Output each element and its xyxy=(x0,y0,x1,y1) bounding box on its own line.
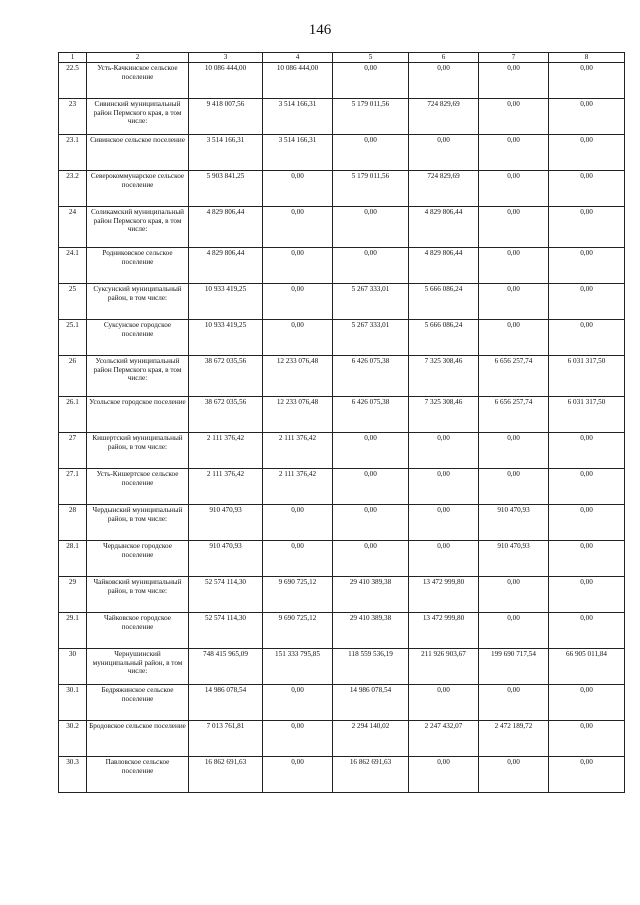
amount-col7: 0,00 xyxy=(479,320,549,356)
amount-col8: 0,00 xyxy=(549,99,625,135)
table-row xyxy=(59,99,625,135)
municipality-name: Соликамский муниципальный район Пермского края, в том числе: xyxy=(87,207,189,248)
amount-col7: 0,00 xyxy=(479,248,549,284)
row-number: 26.1 xyxy=(59,397,87,433)
table-row xyxy=(59,505,625,541)
municipality-name: Усть-Качкинское сельское поселение xyxy=(87,63,189,99)
amount-col7: 0,00 xyxy=(479,99,549,135)
table-row xyxy=(59,207,625,248)
table-row xyxy=(59,541,625,577)
column-header: 2 xyxy=(87,53,189,63)
header-row xyxy=(59,53,625,63)
amount-col3: 910 470,93 xyxy=(189,505,263,541)
table-row xyxy=(59,469,625,505)
amount-col4: 3 514 166,31 xyxy=(263,99,333,135)
amount-col8: 0,00 xyxy=(549,433,625,469)
amount-col5: 0,00 xyxy=(333,135,409,171)
amount-col6: 0,00 xyxy=(409,63,479,99)
table-row xyxy=(59,356,625,397)
amount-col7: 0,00 xyxy=(479,135,549,171)
amount-col8: 0,00 xyxy=(549,577,625,613)
table-row xyxy=(59,721,625,757)
column-header: 1 xyxy=(59,53,87,63)
amount-col7: 0,00 xyxy=(479,284,549,320)
amount-col3: 2 111 376,42 xyxy=(189,469,263,505)
amount-col8: 0,00 xyxy=(549,284,625,320)
column-header: 6 xyxy=(409,53,479,63)
amount-col3: 10 933 419,25 xyxy=(189,284,263,320)
amount-col8: 0,00 xyxy=(549,320,625,356)
amount-col7: 2 472 189,72 xyxy=(479,721,549,757)
amount-col7: 0,00 xyxy=(479,685,549,721)
table-row xyxy=(59,248,625,284)
amount-col7: 6 656 257,74 xyxy=(479,356,549,397)
municipality-name: Суксунский муниципальный район, в том числе: xyxy=(87,284,189,320)
row-number: 26 xyxy=(59,356,87,397)
amount-col4: 2 111 376,42 xyxy=(263,469,333,505)
municipality-name: Усольский муниципальный район Пермского края, в том числе: xyxy=(87,356,189,397)
municipality-name: Северокоммунарское сельское поселение xyxy=(87,171,189,207)
amount-col8: 0,00 xyxy=(549,757,625,793)
column-header: 3 xyxy=(189,53,263,63)
municipality-name: Бедряжинское сельское поселение xyxy=(87,685,189,721)
amount-col8: 6 031 317,50 xyxy=(549,356,625,397)
row-number: 30 xyxy=(59,649,87,685)
amount-col7: 0,00 xyxy=(479,469,549,505)
row-number: 24.1 xyxy=(59,248,87,284)
amount-col8: 0,00 xyxy=(549,505,625,541)
municipality-name: Усть-Кишертское сельское поселение xyxy=(87,469,189,505)
amount-col8: 0,00 xyxy=(549,171,625,207)
row-number: 28.1 xyxy=(59,541,87,577)
amount-col5: 2 294 140,02 xyxy=(333,721,409,757)
amount-col3: 2 111 376,42 xyxy=(189,433,263,469)
amount-col5: 0,00 xyxy=(333,541,409,577)
amount-col4: 0,00 xyxy=(263,721,333,757)
amount-col3: 4 829 806,44 xyxy=(189,248,263,284)
amount-col3: 10 933 419,25 xyxy=(189,320,263,356)
row-number: 28 xyxy=(59,505,87,541)
table-row xyxy=(59,577,625,613)
amount-col8: 0,00 xyxy=(549,207,625,248)
row-number: 30.2 xyxy=(59,721,87,757)
amount-col5: 0,00 xyxy=(333,248,409,284)
amount-col3: 38 672 035,56 xyxy=(189,356,263,397)
amount-col6: 5 666 086,24 xyxy=(409,320,479,356)
amount-col8: 0,00 xyxy=(549,685,625,721)
amount-col5: 14 986 078,54 xyxy=(333,685,409,721)
amount-col8: 0,00 xyxy=(549,613,625,649)
amount-col8: 0,00 xyxy=(549,63,625,99)
row-number: 27 xyxy=(59,433,87,469)
amount-col7: 0,00 xyxy=(479,613,549,649)
budget-table xyxy=(58,52,625,793)
amount-col5: 5 179 011,56 xyxy=(333,171,409,207)
amount-col6: 4 829 806,44 xyxy=(409,207,479,248)
amount-col7: 6 656 257,74 xyxy=(479,397,549,433)
table-row xyxy=(59,757,625,793)
row-number: 22.5 xyxy=(59,63,87,99)
row-number: 25.1 xyxy=(59,320,87,356)
amount-col3: 9 418 007,56 xyxy=(189,99,263,135)
amount-col3: 910 470,93 xyxy=(189,541,263,577)
row-number: 29.1 xyxy=(59,613,87,649)
municipality-name: Павловское сельское поселение xyxy=(87,757,189,793)
amount-col3: 16 862 691,63 xyxy=(189,757,263,793)
municipality-name: Кишертский муниципальный район, в том числе: xyxy=(87,433,189,469)
amount-col6: 0,00 xyxy=(409,685,479,721)
municipality-name: Чернушинский муниципальный район, в том числе: xyxy=(87,649,189,685)
row-number: 23.1 xyxy=(59,135,87,171)
table-row xyxy=(59,397,625,433)
municipality-name: Чайковский муниципальный район, в том числе: xyxy=(87,577,189,613)
table-row xyxy=(59,63,625,99)
amount-col5: 6 426 075,38 xyxy=(333,397,409,433)
table-row xyxy=(59,171,625,207)
amount-col6: 0,00 xyxy=(409,469,479,505)
amount-col4: 9 690 725,12 xyxy=(263,577,333,613)
amount-col4: 2 111 376,42 xyxy=(263,433,333,469)
amount-col5: 16 862 691,63 xyxy=(333,757,409,793)
row-number: 23.2 xyxy=(59,171,87,207)
amount-col5: 0,00 xyxy=(333,207,409,248)
amount-col3: 10 086 444,00 xyxy=(189,63,263,99)
amount-col3: 5 903 841,25 xyxy=(189,171,263,207)
row-number: 24 xyxy=(59,207,87,248)
table-row xyxy=(59,135,625,171)
amount-col3: 3 514 166,31 xyxy=(189,135,263,171)
amount-col3: 38 672 035,56 xyxy=(189,397,263,433)
amount-col7: 910 470,93 xyxy=(479,541,549,577)
amount-col6: 0,00 xyxy=(409,433,479,469)
amount-col6: 13 472 999,80 xyxy=(409,577,479,613)
table-row xyxy=(59,649,625,685)
amount-col6: 0,00 xyxy=(409,505,479,541)
amount-col6: 0,00 xyxy=(409,541,479,577)
amount-col3: 52 574 114,30 xyxy=(189,577,263,613)
row-number: 27.1 xyxy=(59,469,87,505)
page-number: 146 xyxy=(308,22,332,38)
column-header: 5 xyxy=(333,53,409,63)
table-row xyxy=(59,685,625,721)
amount-col5: 5 267 333,01 xyxy=(333,320,409,356)
amount-col7: 0,00 xyxy=(479,207,549,248)
amount-col8: 6 031 317,50 xyxy=(549,397,625,433)
amount-col5: 118 559 536,19 xyxy=(333,649,409,685)
amount-col4: 12 233 076,48 xyxy=(263,397,333,433)
amount-col6: 4 829 806,44 xyxy=(409,248,479,284)
amount-col7: 0,00 xyxy=(479,757,549,793)
amount-col5: 29 410 389,38 xyxy=(333,613,409,649)
municipality-name: Чайковское городское поселение xyxy=(87,613,189,649)
amount-col5: 29 410 389,38 xyxy=(333,577,409,613)
amount-col7: 910 470,93 xyxy=(479,505,549,541)
amount-col4: 0,00 xyxy=(263,171,333,207)
amount-col6: 5 666 086,24 xyxy=(409,284,479,320)
amount-col5: 0,00 xyxy=(333,63,409,99)
amount-col3: 52 574 114,30 xyxy=(189,613,263,649)
amount-col7: 199 690 717,54 xyxy=(479,649,549,685)
municipality-name: Родниковское сельское поселение xyxy=(87,248,189,284)
amount-col4: 3 514 166,31 xyxy=(263,135,333,171)
table-row xyxy=(59,433,625,469)
amount-col5: 0,00 xyxy=(333,433,409,469)
column-header: 7 xyxy=(479,53,549,63)
municipality-name: Усольское городское поселение xyxy=(87,397,189,433)
amount-col6: 13 472 999,80 xyxy=(409,613,479,649)
municipality-name: Чердынское городское поселение xyxy=(87,541,189,577)
table-row xyxy=(59,284,625,320)
amount-col5: 5 267 333,01 xyxy=(333,284,409,320)
amount-col5: 0,00 xyxy=(333,505,409,541)
table-body xyxy=(59,53,625,793)
amount-col4: 12 233 076,48 xyxy=(263,356,333,397)
row-number: 23 xyxy=(59,99,87,135)
amount-col6: 724 829,69 xyxy=(409,99,479,135)
amount-col7: 0,00 xyxy=(479,63,549,99)
row-number: 30.1 xyxy=(59,685,87,721)
amount-col8: 0,00 xyxy=(549,135,625,171)
amount-col8: 66 905 011,84 xyxy=(549,649,625,685)
amount-col6: 2 247 432,07 xyxy=(409,721,479,757)
amount-col6: 7 325 308,46 xyxy=(409,356,479,397)
column-header: 8 xyxy=(549,53,625,63)
table-row xyxy=(59,613,625,649)
amount-col4: 10 086 444,00 xyxy=(263,63,333,99)
amount-col5: 0,00 xyxy=(333,469,409,505)
table-row xyxy=(59,320,625,356)
amount-col4: 9 690 725,12 xyxy=(263,613,333,649)
amount-col6: 211 926 903,67 xyxy=(409,649,479,685)
amount-col4: 0,00 xyxy=(263,757,333,793)
row-number: 29 xyxy=(59,577,87,613)
amount-col4: 0,00 xyxy=(263,207,333,248)
municipality-name: Сивинское сельское поселение xyxy=(87,135,189,171)
amount-col6: 0,00 xyxy=(409,757,479,793)
column-header: 4 xyxy=(263,53,333,63)
amount-col4: 0,00 xyxy=(263,248,333,284)
amount-col4: 0,00 xyxy=(263,505,333,541)
amount-col5: 6 426 075,38 xyxy=(333,356,409,397)
amount-col6: 7 325 308,46 xyxy=(409,397,479,433)
amount-col3: 7 013 761,81 xyxy=(189,721,263,757)
amount-col7: 0,00 xyxy=(479,577,549,613)
amount-col8: 0,00 xyxy=(549,469,625,505)
amount-col4: 151 333 795,85 xyxy=(263,649,333,685)
amount-col6: 0,00 xyxy=(409,135,479,171)
amount-col3: 4 829 806,44 xyxy=(189,207,263,248)
amount-col3: 14 986 078,54 xyxy=(189,685,263,721)
amount-col4: 0,00 xyxy=(263,320,333,356)
row-number: 30.3 xyxy=(59,757,87,793)
amount-col7: 0,00 xyxy=(479,171,549,207)
row-number: 25 xyxy=(59,284,87,320)
amount-col5: 5 179 011,56 xyxy=(333,99,409,135)
amount-col8: 0,00 xyxy=(549,248,625,284)
municipality-name: Бродовское сельское поселение xyxy=(87,721,189,757)
amount-col8: 0,00 xyxy=(549,541,625,577)
amount-col6: 724 829,69 xyxy=(409,171,479,207)
municipality-name: Суксунское городское поселение xyxy=(87,320,189,356)
municipality-name: Чердынский муниципальный район, в том числе: xyxy=(87,505,189,541)
amount-col7: 0,00 xyxy=(479,433,549,469)
amount-col4: 0,00 xyxy=(263,685,333,721)
amount-col3: 748 415 965,09 xyxy=(189,649,263,685)
amount-col8: 0,00 xyxy=(549,721,625,757)
amount-col4: 0,00 xyxy=(263,284,333,320)
municipality-name: Сивинский муниципальный район Пермского края, в том числе: xyxy=(87,99,189,135)
amount-col4: 0,00 xyxy=(263,541,333,577)
